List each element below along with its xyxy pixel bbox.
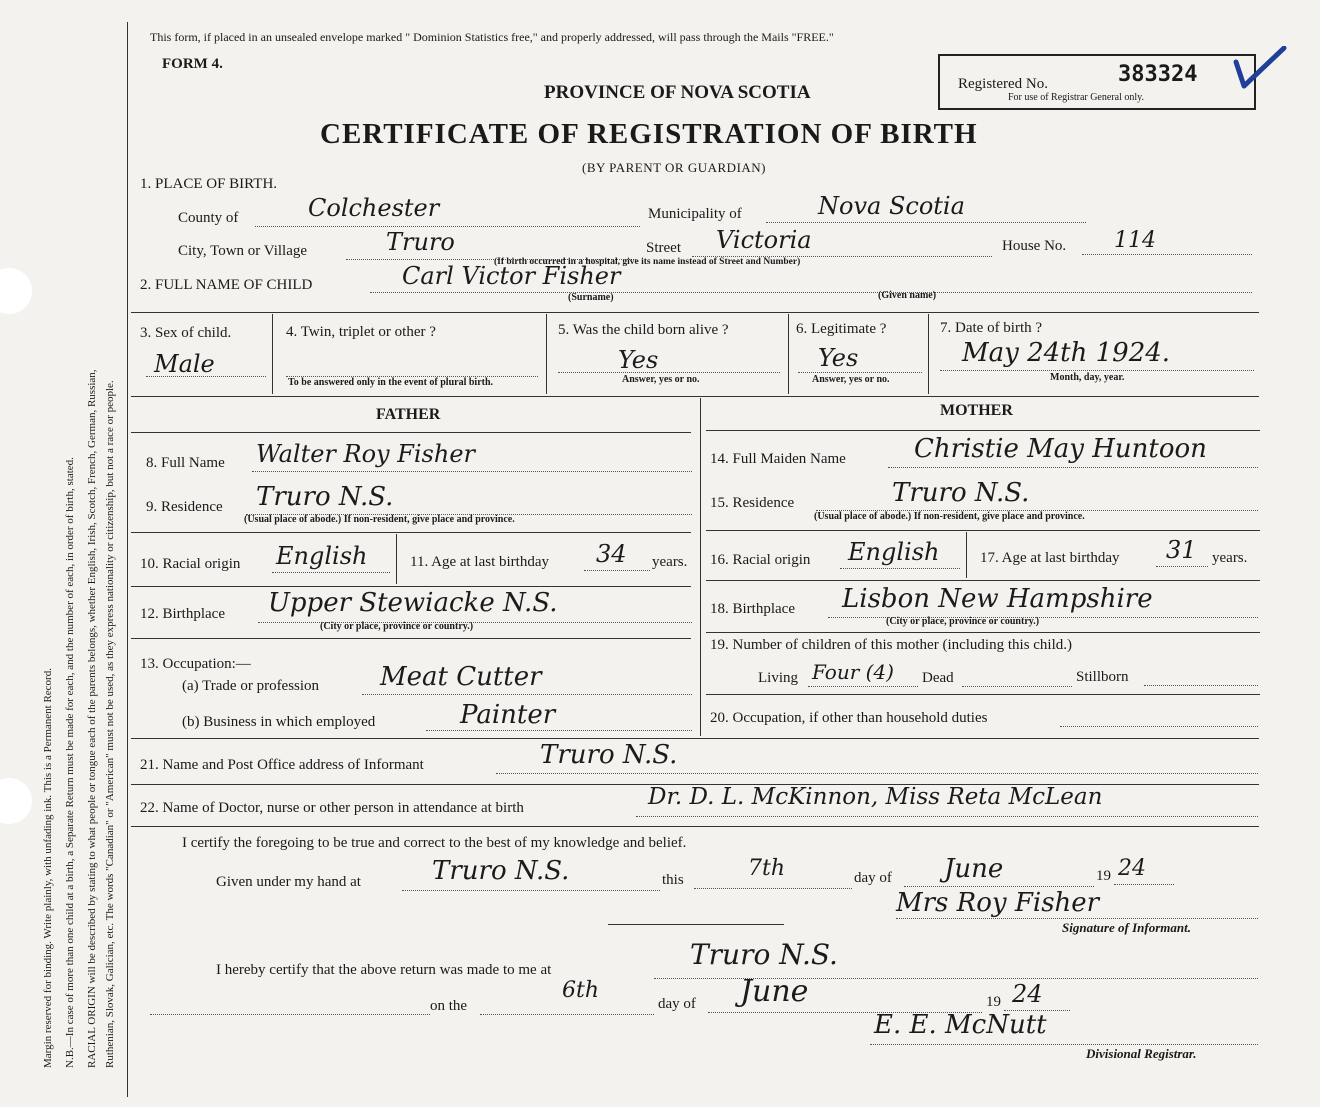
mother-abode-note: (Usual place of abode.) If non-resident, give place and province. [814,511,1085,522]
mother-age-value: 31 [1166,536,1197,564]
mother-birth-label: 18. Birthplace [710,601,795,617]
punch-hole [0,268,32,314]
city-value: Truro [386,228,455,256]
informant-value: Truro N.S. [540,740,678,770]
father-racial-value: English [276,542,368,570]
father-birth-value: Upper Stewiacke N.S. [268,588,558,618]
county-label: County of [178,210,239,226]
father-age-value: 34 [596,540,627,568]
mother-res-value: Truro N.S. [892,478,1030,508]
street-value: Victoria [716,226,812,254]
informant-label: 21. Name and Post Office address of Informant [140,757,424,773]
check-mark-icon [1232,46,1288,92]
father-res-label: 9. Residence [146,499,223,515]
alive-label: 5. Was the child born alive ? [558,322,729,338]
mother-years: years. [1212,550,1248,566]
place-heading: 1. PLACE OF BIRTH. [140,176,278,192]
registrar-day: 6th [562,978,600,1003]
father-business-value: Painter [460,700,556,730]
mother-racial-value: English [848,538,940,566]
given-note: (Given name) [878,290,937,301]
registrar-signature: E. E. McNutt [874,1010,1047,1040]
registrar-year: 24 [1012,980,1043,1008]
mother-living-value: Four (4) [812,660,894,684]
certify-place: Truro N.S. [432,856,570,886]
mother-children-label: 19. Number of children of this mother (including this child.) [710,637,1073,653]
father-occ-label: 13. Occupation:— [140,656,251,672]
city-label: City, Town or Village [178,243,308,259]
certificate-subtitle: (BY PARENT OR GUARDIAN) [582,160,767,175]
registrar-place: Truro N.S. [690,938,838,971]
street-label: Street [646,240,681,256]
mother-name-value: Christie May Huntoon [914,434,1207,464]
municipality-value: Nova Scotia [818,192,965,220]
certify-day: 7th [748,856,786,881]
form-number: FORM 4. [162,56,223,72]
father-business-label: (b) Business in which employed [182,714,376,730]
mother-heading: MOTHER [940,402,1013,419]
father-name-label: 8. Full Name [146,455,225,471]
certify-year: 24 [1118,856,1146,881]
informant-signature-label: Signature of Informant. [1062,920,1191,935]
mail-note: This form, if placed in an unsealed envelope marked " Dominion Statistics free," and properly addressed, will pass through the Mails "FREE." [150,30,834,44]
father-years: years. [652,554,688,570]
mother-birth-note: (City or place, province or country.) [886,616,1040,627]
twin-label: 4. Twin, triplet or other ? [286,324,436,340]
registrar-dayof-label: day of [658,996,696,1012]
doctor-value: Dr. D. L. McKinnon, Miss Reta McLean [648,784,1103,810]
certify-statement: I certify the foregoing to be true and correct to the best of my knowledge and belief. [182,835,687,851]
twin-note: To be answered only in the event of plural birth. [288,377,494,388]
father-heading: FATHER [376,406,441,423]
sex-label: 3. Sex of child. [140,325,232,341]
father-birth-label: 12. Birthplace [140,606,225,622]
certify-dayof-label: day of [854,870,892,886]
surname-note: (Surname) [568,292,614,303]
legit-value: Yes [818,344,859,372]
legit-label: 6. Legitimate ? [796,321,887,337]
doctor-label: 22. Name of Doctor, nurse or other person in attendance at birth [140,800,524,816]
mother-living-label: Living [758,670,798,686]
registered-label: Registered No. [958,76,1048,92]
county-value: Colchester [308,194,440,222]
side-note: N.B.—In case of more than one child at a birth, a Separate Return must be made for each, and the number of each, in order of birth, stated. [64,457,76,1068]
dob-note: Month, day, year. [1050,372,1125,383]
dob-value: May 24th 1924. [962,338,1171,368]
registrar-statement: I hereby certify that the above return was made to me at [216,962,552,978]
certify-year-prefix: 19 [1096,868,1111,884]
alive-value: Yes [618,346,659,374]
father-age-label: 11. Age at last birthday [410,554,549,570]
mother-birth-value: Lisbon New Hampshire [842,584,1153,614]
house-value: 114 [1114,228,1156,253]
father-racial-label: 10. Racial origin [140,556,241,572]
registrar-onthe-label: on the [430,998,468,1014]
alive-note: Answer, yes or no. [622,374,700,385]
punch-hole [0,778,32,824]
certify-this-label: this [662,872,684,888]
province-heading: PROVINCE OF NOVA SCOTIA [544,82,811,103]
sex-value: Male [154,350,215,378]
mother-dead-label: Dead [922,670,954,686]
mother-stillborn-label: Stillborn [1076,669,1129,685]
father-trade-value: Meat Cutter [380,662,542,692]
municipality-label: Municipality of [648,206,742,222]
father-abode-note: (Usual place of abode.) If non-resident, give place and province. [244,514,515,525]
mother-racial-label: 16. Racial origin [710,552,811,568]
certify-given-label: Given under my hand at [216,874,361,890]
father-trade-label: (a) Trade or profession [182,678,320,694]
registered-box [938,54,1256,110]
hospital-note: (If birth occurred in a hospital, give its name instead of Street and Number) [494,257,801,267]
mother-age-label: 17. Age at last birthday [980,550,1120,566]
certificate-title: CERTIFICATE OF REGISTRATION OF BIRTH [320,118,978,150]
registrar-note: For use of Registrar General only. [1008,92,1144,103]
father-birth-note: (City or place, province or country.) [320,621,474,632]
dob-label: 7. Date of birth ? [940,320,1043,336]
mother-occ-label: 20. Occupation, if other than household duties [710,710,988,726]
registrar-month: June [740,974,809,1009]
legit-note: Answer, yes or no. [812,374,890,385]
father-res-value: Truro N.S. [256,482,394,512]
informant-signature: Mrs Roy Fisher [896,888,1100,918]
house-label: House No. [1002,238,1067,254]
side-note: Ruthenian, Slovak, Galician, etc. The words "Canadian" or "American" must not be used, as they express nationality or citizenship, but not a race or people. [104,380,116,1068]
side-note: Margin reserved for binding. Write plainly, with unfading ink. This is a Permanent Record. [42,668,54,1068]
mother-res-label: 15. Residence [710,495,795,511]
registrar-signature-label: Divisional Registrar. [1086,1046,1197,1061]
registrar-year-prefix: 19 [986,994,1001,1010]
child-name-value: Carl Victor Fisher [402,262,621,290]
child-name-label: 2. FULL NAME OF CHILD [140,277,313,293]
margin-rule [127,22,128,1097]
registered-number: 383324 [1118,62,1198,87]
certify-month: June [944,854,1004,884]
father-name-value: Walter Roy Fisher [256,440,475,468]
mother-name-label: 14. Full Maiden Name [710,451,846,467]
side-note: RACIAL ORIGIN will be described by stating to what people or tongue each of the parents belongs, whether English, Irish, Scotch, French, German, Russian, [86,369,98,1068]
